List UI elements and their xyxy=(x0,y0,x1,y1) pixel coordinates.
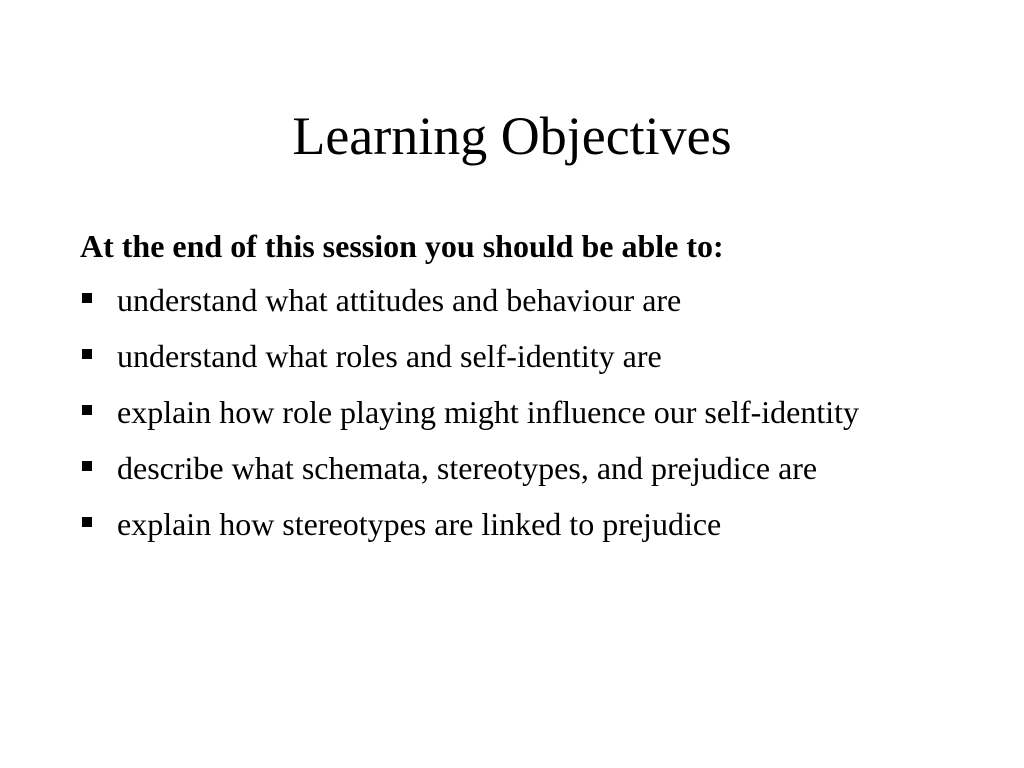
objectives-list xyxy=(80,276,950,548)
objective-text: understand what roles and self-identity are xyxy=(117,338,662,374)
square-bullet-icon xyxy=(82,517,92,527)
square-bullet-icon xyxy=(82,405,92,415)
objective-text: explain how stereotypes are linked to prejudice xyxy=(117,506,722,542)
objective-item xyxy=(80,388,950,436)
slide-title: Learning Objectives xyxy=(292,106,732,166)
objective-text: describe what schemata, stereotypes, and prejudice are xyxy=(117,450,818,486)
square-bullet-icon xyxy=(82,293,92,303)
objective-item xyxy=(80,332,950,380)
slide-body xyxy=(80,224,950,556)
objectives-intro: At the end of this session you should be able to: xyxy=(80,228,724,264)
objective-text: explain how role playing might influence our self-identity xyxy=(117,394,860,430)
objective-item xyxy=(80,276,950,324)
square-bullet-icon xyxy=(82,461,92,471)
objective-text: understand what attitudes and behaviour are xyxy=(117,282,682,318)
objective-item xyxy=(80,444,950,492)
square-bullet-icon xyxy=(82,349,92,359)
objective-item xyxy=(80,500,950,548)
